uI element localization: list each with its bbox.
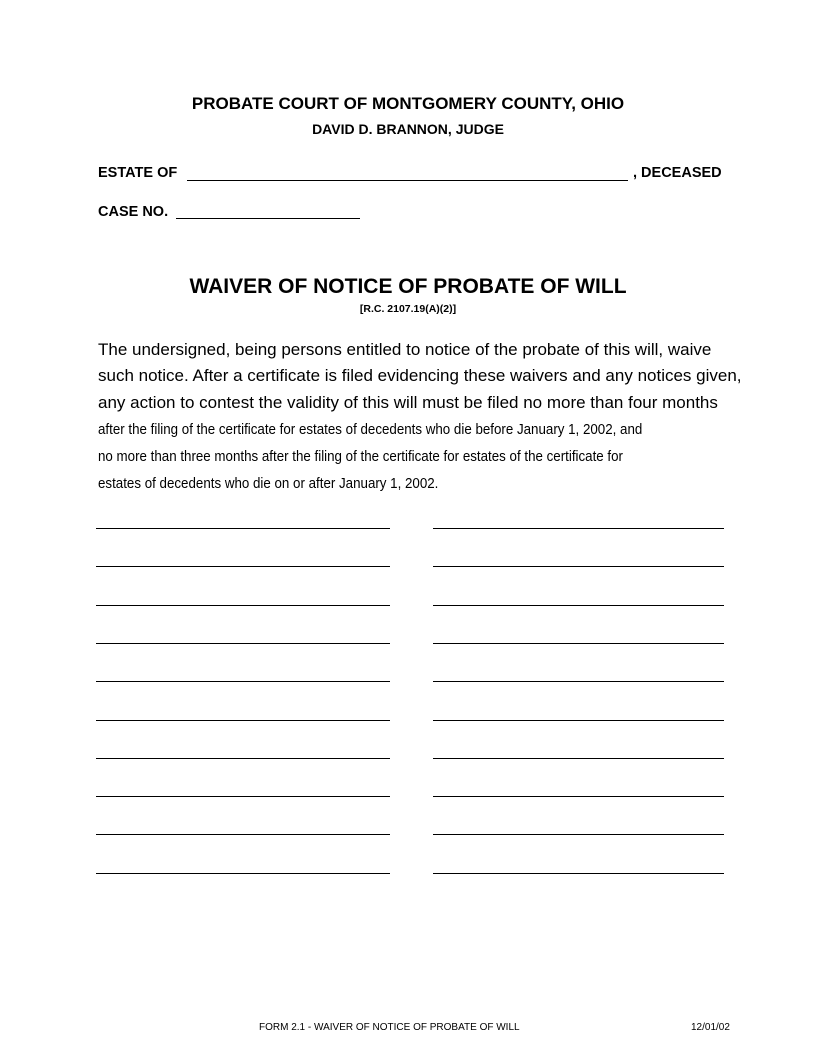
body-line: no more than three months after the filing of the certificate for estates of the certificate for xyxy=(98,449,623,465)
signature-line-left[interactable] xyxy=(96,566,390,567)
signature-line-right[interactable] xyxy=(433,796,724,797)
signature-line-left[interactable] xyxy=(96,796,390,797)
signature-line-left[interactable] xyxy=(96,681,390,682)
body-line: The undersigned, being persons entitled to notice of the probate of this will, waive xyxy=(98,340,712,359)
case-label: CASE NO. xyxy=(98,204,169,220)
estate-label: ESTATE OF xyxy=(98,165,178,181)
footer-form-label: FORM 2.1 - WAIVER OF NOTICE OF PROBATE OF WILL xyxy=(259,1022,520,1033)
signature-line-right[interactable] xyxy=(433,758,724,759)
body-line: after the filing of the certificate for estates of decedents who die before January 1, 2002, and xyxy=(98,422,643,438)
signature-line-left[interactable] xyxy=(96,834,390,835)
footer-date: 12/01/02 xyxy=(691,1022,730,1033)
body-line: such notice. After a certificate is filed evidencing these waivers and any notices given, xyxy=(98,366,742,385)
signature-line-right[interactable] xyxy=(433,720,724,721)
case-number-field[interactable] xyxy=(176,218,360,219)
signature-line-right[interactable] xyxy=(433,605,724,606)
signature-line-left[interactable] xyxy=(96,528,390,529)
signature-line-right[interactable] xyxy=(433,566,724,567)
form-title: WAIVER OF NOTICE OF PROBATE OF WILL xyxy=(189,275,627,298)
signature-line-left[interactable] xyxy=(96,643,390,644)
court-name: PROBATE COURT OF MONTGOMERY COUNTY, OHIO xyxy=(191,94,625,113)
signature-line-right[interactable] xyxy=(433,681,724,682)
body-line: estates of decedents who die on or after January 1, 2002. xyxy=(98,476,439,492)
statute-reference: [R.C. 2107.19(A)(2)] xyxy=(359,303,457,315)
signature-line-right[interactable] xyxy=(433,834,724,835)
deceased-label: , DECEASED xyxy=(633,165,722,181)
estate-field[interactable] xyxy=(187,180,628,181)
judge-name: DAVID D. BRANNON, JUDGE xyxy=(312,121,504,137)
signature-line-left[interactable] xyxy=(96,605,390,606)
signature-line-right[interactable] xyxy=(433,528,724,529)
signature-line-right[interactable] xyxy=(433,873,724,874)
body-line: any action to contest the validity of this will must be filed no more than four months xyxy=(98,393,718,412)
signature-line-left[interactable] xyxy=(96,720,390,721)
signature-line-left[interactable] xyxy=(96,758,390,759)
signature-line-left[interactable] xyxy=(96,873,390,874)
signature-line-right[interactable] xyxy=(433,643,724,644)
